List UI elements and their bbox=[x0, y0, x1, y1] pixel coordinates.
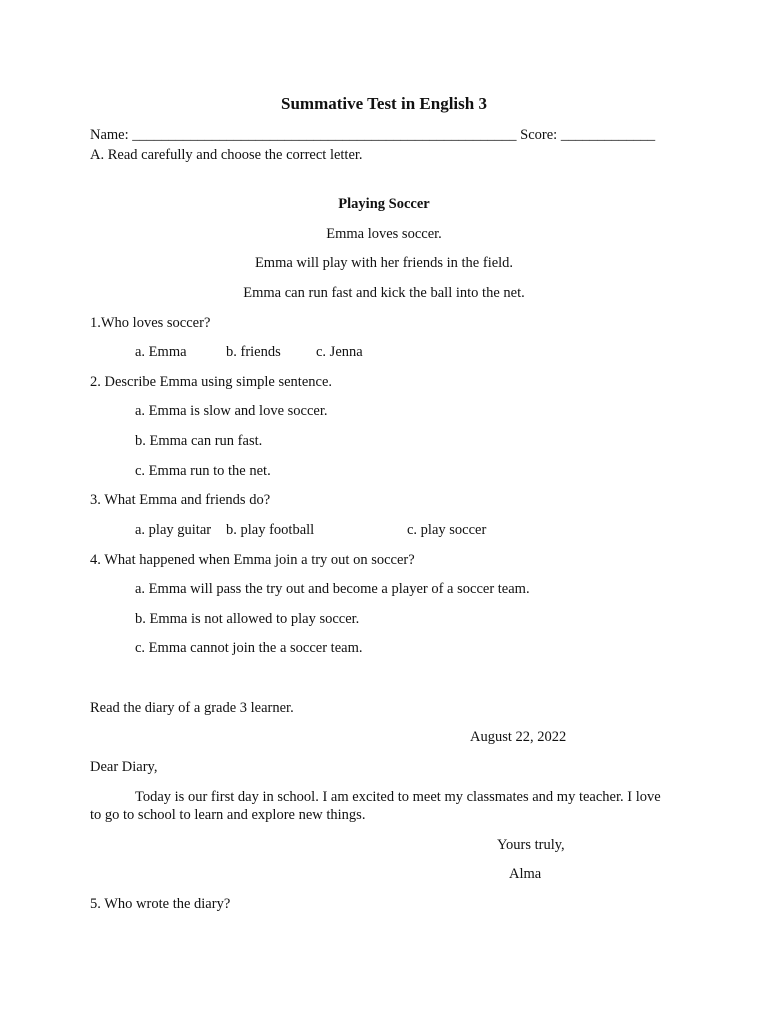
q4-option-b: b. Emma is not allowed to play soccer. bbox=[135, 611, 360, 627]
diary-closing: Yours truly, bbox=[497, 837, 565, 853]
q2-option-c: c. Emma run to the net. bbox=[135, 463, 271, 479]
question-2: 2. Describe Emma using simple sentence. bbox=[90, 374, 333, 390]
q1-option-c: c. Jenna bbox=[316, 344, 363, 360]
diary-body: Today is our first day in school. I am excited to meet my classmates and my teacher. I love to go to school to learn and explore new things. bbox=[90, 789, 661, 823]
story-title: Playing Soccer bbox=[338, 196, 430, 212]
score-blank: _____________ bbox=[560, 127, 656, 143]
q1-option-b: b. friends bbox=[226, 344, 281, 360]
name-blank: _____________________________________________________ bbox=[132, 127, 517, 143]
story-line: Emma loves soccer. bbox=[326, 226, 442, 242]
q3-option-b: b. play football bbox=[226, 522, 315, 538]
q1-option-a: a. Emma bbox=[135, 344, 187, 360]
score-label: Score: bbox=[516, 127, 561, 143]
diary-intro: Read the diary of a grade 3 learner. bbox=[90, 700, 294, 716]
question-3: 3. What Emma and friends do? bbox=[90, 492, 271, 508]
q2-option-b: b. Emma can run fast. bbox=[135, 433, 263, 449]
instruction-text: A. Read carefully and choose the correct letter. bbox=[90, 147, 363, 163]
q3-option-c: c. play soccer bbox=[407, 522, 487, 538]
q3-option-a: a. play guitar bbox=[135, 522, 212, 538]
q4-option-c: c. Emma cannot join the a soccer team. bbox=[135, 640, 363, 656]
q2-option-a: a. Emma is slow and love soccer. bbox=[135, 403, 328, 419]
story-line: Emma can run fast and kick the ball into the net. bbox=[243, 285, 525, 301]
question-4: 4. What happened when Emma join a try out on soccer? bbox=[90, 552, 415, 568]
diary-signature: Alma bbox=[509, 866, 542, 882]
test-title: Summative Test in English 3 bbox=[281, 94, 487, 113]
question-1: 1.Who loves soccer? bbox=[90, 315, 211, 331]
q4-option-a: a. Emma will pass the try out and become a player of a soccer team. bbox=[135, 581, 530, 597]
diary-greeting: Dear Diary, bbox=[90, 759, 158, 775]
name-label: Name: bbox=[90, 127, 133, 143]
name-score-line bbox=[90, 126, 655, 144]
story-line: Emma will play with her friends in the field. bbox=[254, 255, 514, 271]
question-5: 5. Who wrote the diary? bbox=[90, 896, 231, 912]
diary-date: August 22, 2022 bbox=[470, 729, 567, 745]
